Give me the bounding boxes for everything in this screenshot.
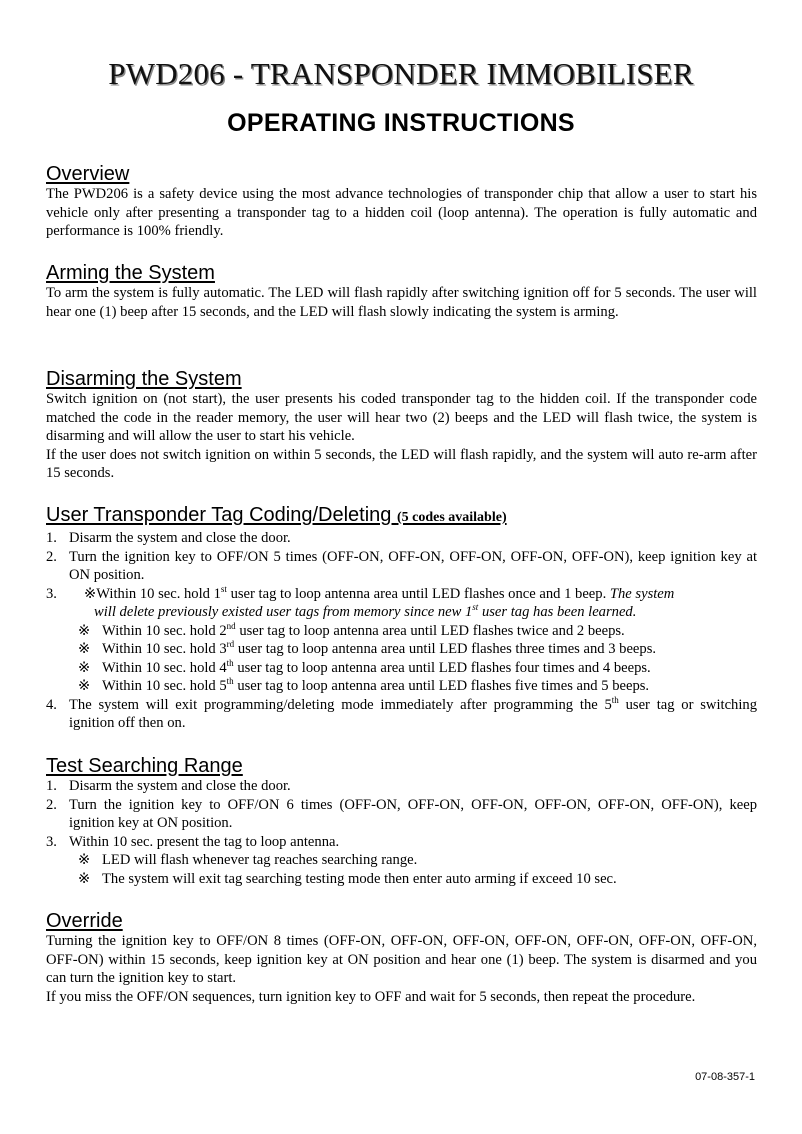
document-title: PWD206 - TRANSPONDER IMMOBILISER xyxy=(108,56,694,91)
list-item: 2. Turn the ignition key to OFF/ON 6 times (OFF-ON, OFF-ON, OFF-ON, OFF-ON, OFF-ON, OFF-ON), keep ignition key at ON position. xyxy=(46,796,757,831)
reference-mark-icon: ※ xyxy=(78,870,91,887)
section-overview xyxy=(46,163,757,241)
section-tag-coding xyxy=(46,504,757,733)
codes-available-note: (5 codes available) xyxy=(396,510,507,525)
list-item: 2. Turn the ignition key to OFF/ON 5 times (OFF-ON, OFF-ON, OFF-ON, OFF-ON, OFF-ON), keep ignition key at ON position. xyxy=(46,548,757,583)
sub-item: ※ Within 10 sec. hold 3rd user tag to loop antenna area until LED flashes three times and 3 beeps. xyxy=(78,639,657,657)
reference-mark-icon: ※ xyxy=(78,852,91,868)
reference-mark-icon: ※ xyxy=(78,678,91,694)
section-heading: Test Searching Range xyxy=(46,755,243,777)
sub-item: ※ Within 10 sec. hold 5th user tag to loop antenna area until LED flashes five times and 5 beeps. xyxy=(78,676,650,694)
section-body: If you miss the OFF/ON sequences, turn ignition key to OFF and wait for 5 seconds, then repeat the procedure. xyxy=(46,988,696,1005)
list-item: 1. Disarm the system and close the door. xyxy=(46,530,291,546)
sub-item: ※ The system will exit tag searching testing mode then enter auto arming if exceed 10 sec. xyxy=(78,870,617,887)
section-test-range xyxy=(46,755,757,888)
reference-mark-icon: ※ xyxy=(78,622,91,639)
list-item: 3. ※Within 10 sec. hold 1st user tag to loop antenna area until LED flashes once and 1 beep. The system xyxy=(46,583,675,602)
list-item: 1. Disarm the system and close the door. xyxy=(46,778,291,794)
document-subtitle: OPERATING INSTRUCTIONS xyxy=(227,109,575,137)
section-heading: Override xyxy=(46,910,123,932)
document-code: 07-08-357-1 xyxy=(695,1071,755,1083)
section-disarming xyxy=(46,368,757,483)
reference-mark-icon: ※ xyxy=(78,659,91,676)
section-body: To arm the system is fully automatic. The LED will flash rapidly after switching ignition off for 5 seconds. The user will hear one (1) beep after 15 seconds, and the LED will flash slowly indicating the system is arming. xyxy=(46,285,757,320)
section-heading: Arming the System xyxy=(46,262,215,284)
section-body: Turning the ignition key to OFF/ON 8 times (OFF-ON, OFF-ON, OFF-ON, OFF-ON, OFF-ON, OFF-ON, OFF-ON, OFF-ON) within 15 seconds, keep ignition key at ON position and hear one (1) beep. The system is disarmed and you can turn the ignition key to start. xyxy=(46,933,757,986)
reference-mark-icon: ※ xyxy=(78,641,91,657)
sub-item: ※ Within 10 sec. hold 2nd user tag to loop antenna area until LED flashes twice and 2 beeps. xyxy=(78,620,625,639)
section-heading: Overview xyxy=(46,163,130,185)
section-body: The PWD206 is a safety device using the most advance technologies of transponder chip that allow a user to start his vehicle only after presenting a transponder tag to a hidden coil (loop antenna). The operation is fully automatic and performance is 100% friendly. xyxy=(46,186,757,239)
list-item: 4. The system will exit programming/deleting mode immediately after programming the 5th user tag or switching ignition off then on. xyxy=(46,694,757,731)
sub-item: ※ LED will flash whenever tag reaches searching range. xyxy=(78,852,418,868)
section-body: If the user does not switch ignition on within 5 seconds, the LED will flash rapidly, and the system will auto re-arm after 15 seconds. xyxy=(46,446,757,481)
reference-mark-icon: ※ xyxy=(84,585,97,602)
list-item: 3. Within 10 sec. present the tag to loop antenna. xyxy=(46,833,340,850)
section-heading: User Transponder Tag Coding/Deleting (5 codes available) xyxy=(46,504,507,526)
list-item-continuation: will delete previously existed user tags from memory since new 1st user tag has been learned. xyxy=(94,602,637,620)
section-body: Switch ignition on (not start), the user presents his coded transponder tag to the hidden coil. If the transponder code matched the code in the reader memory, the user will hear two (2) beeps and the LED will flash twice, the system is disarming and will allow the user to start his vehicle. xyxy=(46,391,757,444)
section-override xyxy=(46,910,757,1006)
section-heading: Disarming the System xyxy=(46,368,242,390)
sub-item: ※ Within 10 sec. hold 4th user tag to loop antenna area until LED flashes four times and 4 beeps. xyxy=(78,657,651,676)
section-arming xyxy=(46,262,757,321)
